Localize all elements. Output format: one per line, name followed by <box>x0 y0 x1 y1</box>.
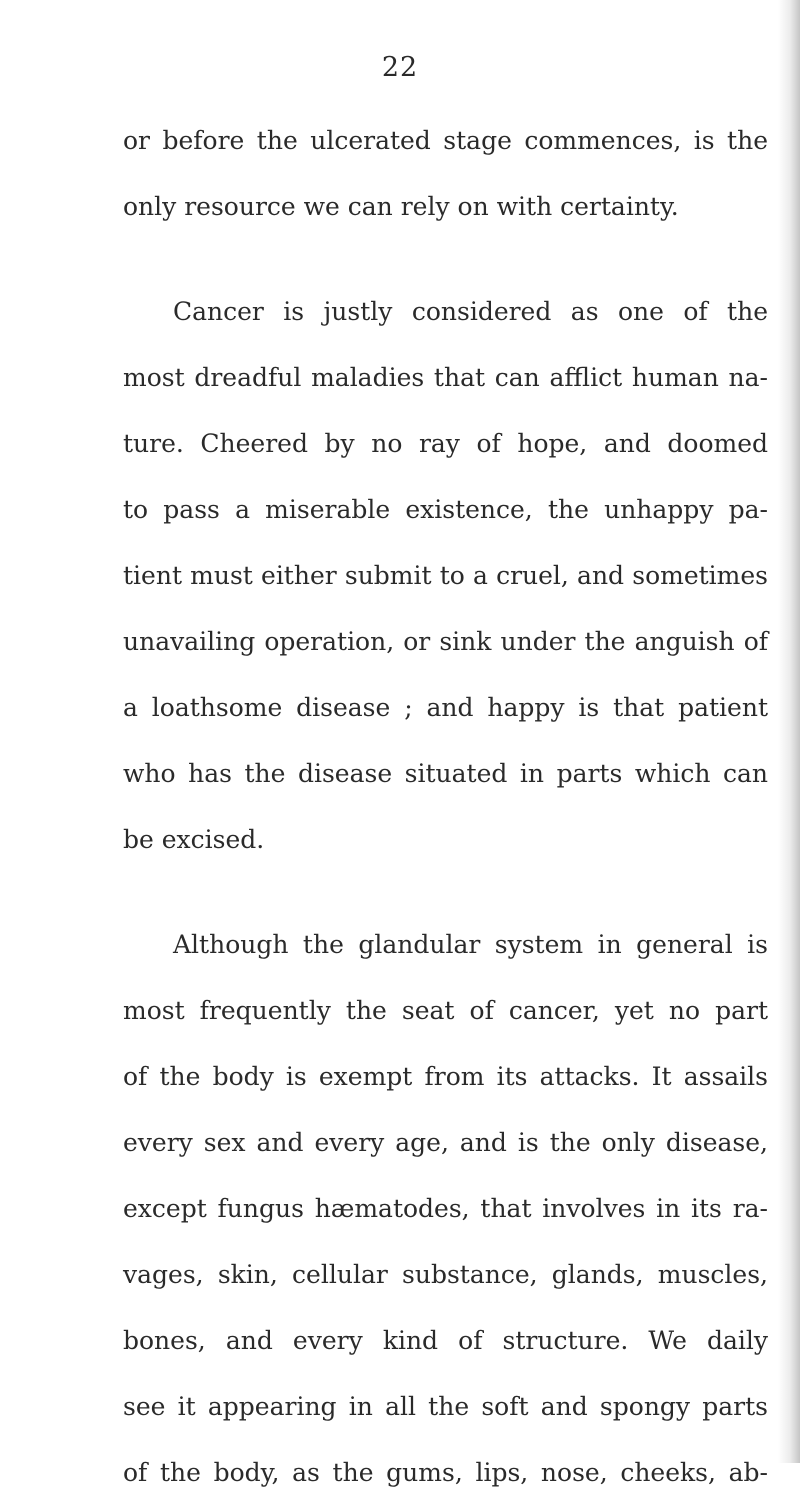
text-line-13: most frequently the seat of cancer, yet no part <box>123 996 768 1025</box>
text-line-20: of the body, as the gums, lips, nose, cheeks, ab- <box>123 1458 768 1487</box>
text-line-14: of the body is exempt from its attacks. It assails <box>123 1062 768 1091</box>
text-line-4: most dreadful maladies that can afflict human na- <box>123 363 768 392</box>
text-line-15: every sex and every age, and is the only disease, <box>123 1128 768 1157</box>
page-number: 22 <box>381 52 419 83</box>
text-line-18: bones, and every kind of structure. We daily <box>123 1326 768 1355</box>
text-line-17: vages, skin, cellular substance, glands, muscles, <box>123 1260 768 1289</box>
text-line-9: a loathsome disease ; and happy is that patient <box>123 693 768 722</box>
text-line-16: except fungus hæmatodes, that involves in its ra- <box>123 1194 768 1223</box>
text-line-11: be excised. <box>123 825 265 854</box>
text-line-7: tient must either submit to a cruel, and sometimes <box>123 561 768 590</box>
text-line-1: or before the ulcerated stage commences, is the <box>123 126 768 155</box>
text-line-10: who has the disease situated in parts which can <box>123 759 768 788</box>
text-line-19: see it appearing in all the soft and spongy parts <box>123 1392 768 1421</box>
text-line-8: unavailing operation, or sink under the anguish of <box>123 627 768 656</box>
text-line-6: to pass a miserable existence, the unhappy pa- <box>123 495 768 524</box>
text-line-5: ture. Cheered by no ray of hope, and doomed <box>123 429 768 458</box>
text-line-2: only resource we can rely on with certainty. <box>123 192 679 221</box>
page-edge-shadow <box>778 0 800 1463</box>
text-line-3: Cancer is justly considered as one of the <box>173 297 768 326</box>
text-line-12: Although the glandular system in general is <box>173 930 768 959</box>
